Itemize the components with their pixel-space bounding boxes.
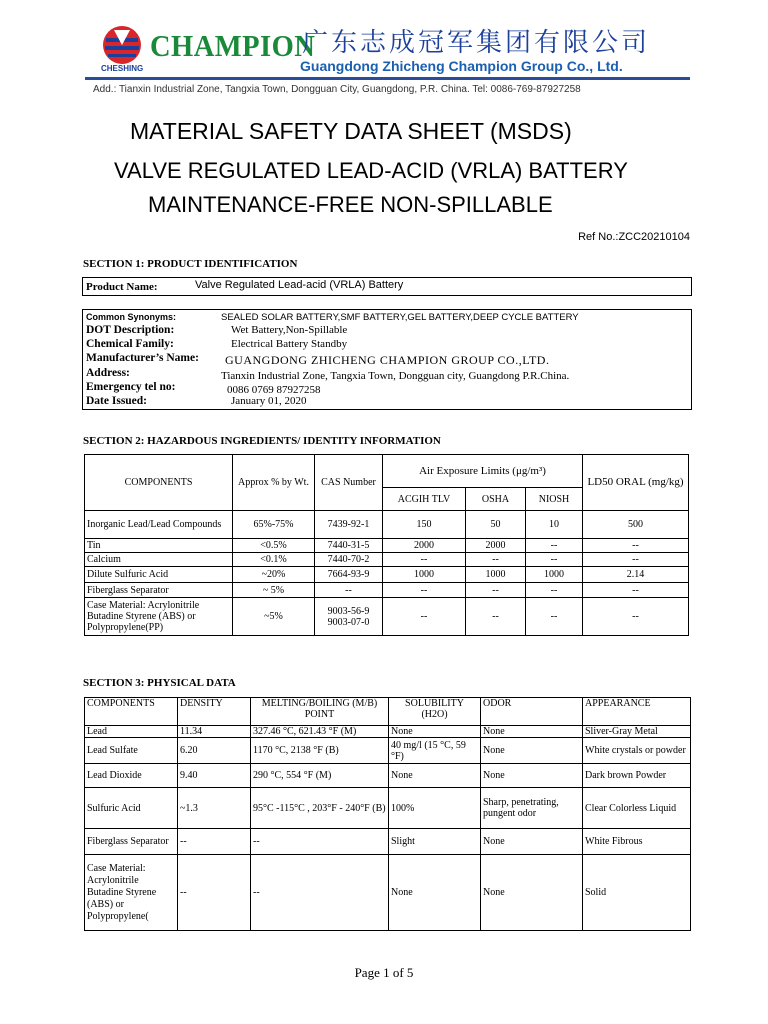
header-approx: Approx % by Wt. xyxy=(233,455,315,511)
cell-ld50: 500 xyxy=(583,511,689,539)
info-value: SEALED SOLAR BATTERY,SMF BATTERY,GEL BATTERY,DEEP CYCLE BATTERY xyxy=(221,312,579,323)
cell-niosh: 10 xyxy=(526,511,583,539)
cell-osha: 1000 xyxy=(466,567,526,583)
cell-acgih: -- xyxy=(383,583,466,598)
cell-niosh: -- xyxy=(526,553,583,567)
brand-name: CHAMPION xyxy=(150,28,316,63)
cell-solubility: Slight xyxy=(389,829,481,855)
cell-ld50: -- xyxy=(583,539,689,553)
cell-appearance: Dark brown Powder xyxy=(583,764,691,788)
table-row xyxy=(85,567,689,583)
company-name-english: Guangdong Zhicheng Champion Group Co., Ltd. xyxy=(300,58,623,74)
physical-data-table xyxy=(84,697,691,931)
cell-melting: 290 °C, 554 °F (M) xyxy=(251,764,389,788)
header-odor: ODOR xyxy=(481,698,583,726)
cell-solubility: None xyxy=(389,855,481,931)
cell-appearance: Sliver-Gray Metal xyxy=(583,726,691,738)
cell-odor: None xyxy=(481,855,583,931)
table-row xyxy=(85,726,691,738)
cell-component: Dilute Sulfuric Acid xyxy=(85,567,233,583)
product-name-box xyxy=(82,277,692,296)
header-ld50: LD50 ORAL (mg/kg) xyxy=(583,455,689,511)
info-value: Wet Battery,Non-Spillable xyxy=(231,324,348,336)
cell-component: Tin xyxy=(85,539,233,553)
table-row xyxy=(85,598,689,636)
product-info-box xyxy=(82,309,692,410)
info-label: Address: xyxy=(86,367,130,379)
header-acgih: ACGIH TLV xyxy=(383,488,466,511)
document-subtitle-2: MAINTENANCE-FREE NON-SPILLABLE xyxy=(148,192,553,217)
reference-number: Ref No.:ZCC20210104 xyxy=(578,231,690,243)
cell-niosh: -- xyxy=(526,539,583,553)
header-components: COMPONENTS xyxy=(85,455,233,511)
cell-density: -- xyxy=(178,829,251,855)
cell-component: Inorganic Lead/Lead Compounds xyxy=(85,511,233,539)
cell-melting: -- xyxy=(251,829,389,855)
company-address: Add.: Tianxin Industrial Zone, Tangxia Town, Dongguan City, Guangdong, P.R. China. Tel: 0086-769-87927258 xyxy=(93,84,581,95)
cell-ld50: -- xyxy=(583,553,689,567)
cell-approx: ~5% xyxy=(233,598,315,636)
cell-melting: 327.46 °C, 621.43 °F (M) xyxy=(251,726,389,738)
header-niosh: NIOSH xyxy=(526,488,583,511)
cell-cas: 7664-93-9 xyxy=(315,567,383,583)
cell-odor: None xyxy=(481,764,583,788)
cell-density: 9.40 xyxy=(178,764,251,788)
cell-odor: None xyxy=(481,738,583,764)
page-number: Page 1 of 5 xyxy=(354,965,414,980)
section3-title: SECTION 3: PHYSICAL DATA xyxy=(83,677,236,689)
cell-acgih: 150 xyxy=(383,511,466,539)
cell-density: 11.34 xyxy=(178,726,251,738)
cell-ld50: 2.14 xyxy=(583,567,689,583)
info-value: Electrical Battery Standby xyxy=(231,338,348,350)
info-value: 0086 0769 87927258 xyxy=(227,384,321,396)
brand-subtitle: CHESHING xyxy=(101,64,144,73)
cell-osha: 50 xyxy=(466,511,526,539)
table-row xyxy=(85,829,691,855)
cell-component: Fiberglass Separator xyxy=(85,829,178,855)
header-components: COMPONENTS xyxy=(85,698,178,726)
cell-solubility: 100% xyxy=(389,788,481,829)
cell-cas: 7440-31-5 xyxy=(315,539,383,553)
product-name-label: Product Name: xyxy=(86,281,158,293)
cell-osha: -- xyxy=(466,583,526,598)
table-row xyxy=(85,553,689,567)
cell-component: Sulfuric Acid xyxy=(85,788,178,829)
info-label: Common Synonyms: xyxy=(86,312,177,322)
cell-osha: -- xyxy=(466,598,526,636)
cell-melting: 1170 °C, 2138 °F (B) xyxy=(251,738,389,764)
cell-density: ~1.3 xyxy=(178,788,251,829)
cell-component: Lead Dioxide xyxy=(85,764,178,788)
cell-acgih: -- xyxy=(383,553,466,567)
table-row xyxy=(85,511,689,539)
table-row xyxy=(85,764,691,788)
cell-approx: ~20% xyxy=(233,567,315,583)
cell-component: Case Material: Acrylonitrile Butadine Styrene (ABS) or Polypropylene(PP) xyxy=(85,598,233,636)
header-air-exposure: Air Exposure Limits (μg/m³) xyxy=(383,455,583,488)
table-row xyxy=(85,788,691,829)
cell-component: Calcium xyxy=(85,553,233,567)
cell-cas: 7439-92-1 xyxy=(315,511,383,539)
cell-approx: 65%-75% xyxy=(233,511,315,539)
cell-solubility: None xyxy=(389,764,481,788)
table-row xyxy=(85,738,691,764)
product-name-value: Valve Regulated Lead-acid (VRLA) Battery xyxy=(195,279,404,291)
cell-niosh: -- xyxy=(526,598,583,636)
cell-ld50: -- xyxy=(583,583,689,598)
section1-title: SECTION 1: PRODUCT IDENTIFICATION xyxy=(83,258,298,270)
cell-solubility: 40 mg/l (15 °C, 59 °F) xyxy=(389,738,481,764)
info-value: GUANGDONG ZHICHENG CHAMPION GROUP CO.,LTD. xyxy=(225,353,550,367)
cell-melting: -- xyxy=(251,855,389,931)
cell-component: Lead xyxy=(85,726,178,738)
header-osha: OSHA xyxy=(466,488,526,511)
cell-approx: ~ 5% xyxy=(233,583,315,598)
cell-appearance: White crystals or powder xyxy=(583,738,691,764)
document-subtitle: VALVE REGULATED LEAD-ACID (VRLA) BATTERY xyxy=(114,158,628,183)
cell-component: Case Material: Acrylonitrile Butadine Styrene (ABS) or Polypropylene( xyxy=(85,855,178,931)
cell-acgih: 2000 xyxy=(383,539,466,553)
document-title: MATERIAL SAFETY DATA SHEET (MSDS) xyxy=(130,118,572,144)
info-value: Tianxin Industrial Zone, Tangxia Town, Dongguan city, Guangdong P.R.China. xyxy=(221,370,570,382)
cell-ld50: -- xyxy=(583,598,689,636)
cell-cas: -- xyxy=(315,583,383,598)
cell-cas: 7440-70-2 xyxy=(315,553,383,567)
cell-density: 6.20 xyxy=(178,738,251,764)
cell-osha: 2000 xyxy=(466,539,526,553)
section2-title: SECTION 2: HAZARDOUS INGREDIENTS/ IDENTITY INFORMATION xyxy=(83,435,441,447)
hazardous-ingredients-table xyxy=(84,454,689,636)
cell-approx: <0.5% xyxy=(233,539,315,553)
cell-appearance: White Fibrous xyxy=(583,829,691,855)
cell-odor: None xyxy=(481,829,583,855)
cell-solubility: None xyxy=(389,726,481,738)
cell-cas: 9003-56-9 9003-07-0 xyxy=(315,598,383,636)
cell-osha: -- xyxy=(466,553,526,567)
cell-melting: 95°C -115°C , 203°F - 240°F (B) xyxy=(251,788,389,829)
cell-acgih: -- xyxy=(383,598,466,636)
cell-appearance: Clear Colorless Liquid xyxy=(583,788,691,829)
info-label: Chemical Family: xyxy=(86,338,174,350)
cell-component: Fiberglass Separator xyxy=(85,583,233,598)
info-label: Emergency tel no: xyxy=(86,381,176,393)
header-melting: MELTING/BOILING (M/B) POINT xyxy=(251,698,389,726)
cell-acgih: 1000 xyxy=(383,567,466,583)
cell-odor: None xyxy=(481,726,583,738)
cell-appearance: Solid xyxy=(583,855,691,931)
info-label: Date Issued: xyxy=(86,395,148,407)
cell-niosh: 1000 xyxy=(526,567,583,583)
cell-approx: <0.1% xyxy=(233,553,315,567)
cell-density: -- xyxy=(178,855,251,931)
table-row xyxy=(85,855,691,931)
table-row xyxy=(85,583,689,598)
info-label: Manufacturer’s Name: xyxy=(86,352,199,364)
company-name-chinese: 广东志成冠军集团有限公司 xyxy=(302,28,651,58)
cell-odor: Sharp, penetrating, pungent odor xyxy=(481,788,583,829)
header-appearance: APPEARANCE xyxy=(583,698,691,726)
table-row xyxy=(85,539,689,553)
cell-niosh: -- xyxy=(526,583,583,598)
header-density: DENSITY xyxy=(178,698,251,726)
info-value: January 01, 2020 xyxy=(231,395,307,407)
cell-component: Lead Sulfate xyxy=(85,738,178,764)
header-solubility: SOLUBILITY (H2O) xyxy=(389,698,481,726)
header-cas: CAS Number xyxy=(315,455,383,511)
info-label: DOT Description: xyxy=(86,324,175,336)
header-divider xyxy=(85,77,690,80)
